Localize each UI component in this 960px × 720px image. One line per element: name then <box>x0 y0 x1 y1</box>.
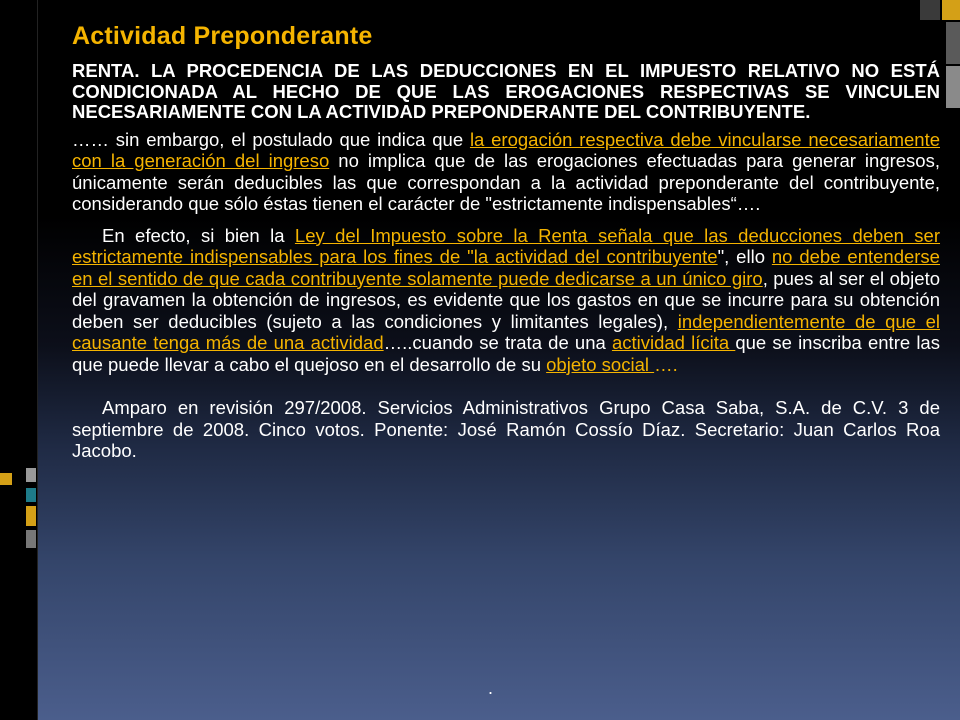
left-decoration-block <box>26 530 36 548</box>
left-decoration-block <box>26 468 36 482</box>
p2-highlight: independientemente de que el causante tenga más de una actividad <box>72 310 940 353</box>
p2-highlight: Ley del Impuesto sobre la Renta señala que las deducciones deben ser estrictamente indispensables para los fines de "la actividad del contribuyente <box>72 224 941 267</box>
p2-text: ", ello <box>717 246 772 267</box>
thesis-heading: RENTA. LA PROCEDENCIA DE LAS DEDUCCIONES EN EL IMPUESTO RELATIVO NO ESTÁ CONDICIONADA AL HECHO DE QUE LAS EROGACIONES RESPECTIVAS SE VINCULEN NECESARIAMENTE CON LA ACTIVIDAD PREPONDERANTE DEL CONTRIBUYENTE. <box>72 60 940 122</box>
p1-text: …… sin embargo, el postulado que indica que <box>72 128 470 150</box>
p2-text: , pues al ser el objeto del gravamen la obtención de ingresos, es evidente que los gastos en que se incurre para su obtención deben ser deducibles (sujeto a las condiciones y limitantes legales), <box>72 267 940 332</box>
corner-decoration-gray <box>920 0 940 20</box>
p1-text: no implica que de las erogaciones efectuadas para generar ingresos, únicamente serán deducibles las que correspondan a la actividad preponderante del contribuyente, considerando que sólo éstas tienen el carácter de "estrictamente indispensables“…. <box>72 150 940 214</box>
p2-text: …..cuando se trata de una <box>383 332 612 353</box>
corner-decoration-gold <box>942 0 960 20</box>
paragraph-1 <box>72 129 940 215</box>
left-decoration-square <box>0 473 12 485</box>
right-decoration-block <box>946 66 960 108</box>
p2-text: que se inscriba entre las que puede llevar a cabo el quejoso en el desarrollo de su <box>72 332 940 375</box>
left-decorative-strip <box>0 0 38 720</box>
citation: Amparo en revisión 297/2008. Servicios Administrativos Grupo Casa Saba, S.A. de C.V. 3 de septiembre de 2008. Cinco votos. Ponente: José Ramón Cossío Díaz. Secretario: Juan Carlos Roa Jacobo. <box>72 397 940 461</box>
p1-highlight: la erogación respectiva debe vincularse necesariamente con la generación del ingreso <box>72 128 940 171</box>
p2-highlight: objeto social <box>546 353 655 375</box>
left-decoration-block <box>26 488 36 502</box>
p2-text: …. <box>654 353 678 375</box>
paragraph-2 <box>72 225 940 376</box>
footer-dot: . <box>488 678 494 698</box>
p2-highlight: actividad lícita <box>611 332 736 353</box>
right-decoration-block <box>946 22 960 64</box>
p2-text: En efecto, si bien la <box>102 224 295 246</box>
left-decoration-block <box>26 506 36 526</box>
slide-title: Actividad Preponderante <box>72 22 373 50</box>
slide-content <box>72 22 940 462</box>
p2-highlight: no debe entenderse en el sentido de que cada contribuyente solamente puede dedicarse a un único giro <box>72 246 940 289</box>
